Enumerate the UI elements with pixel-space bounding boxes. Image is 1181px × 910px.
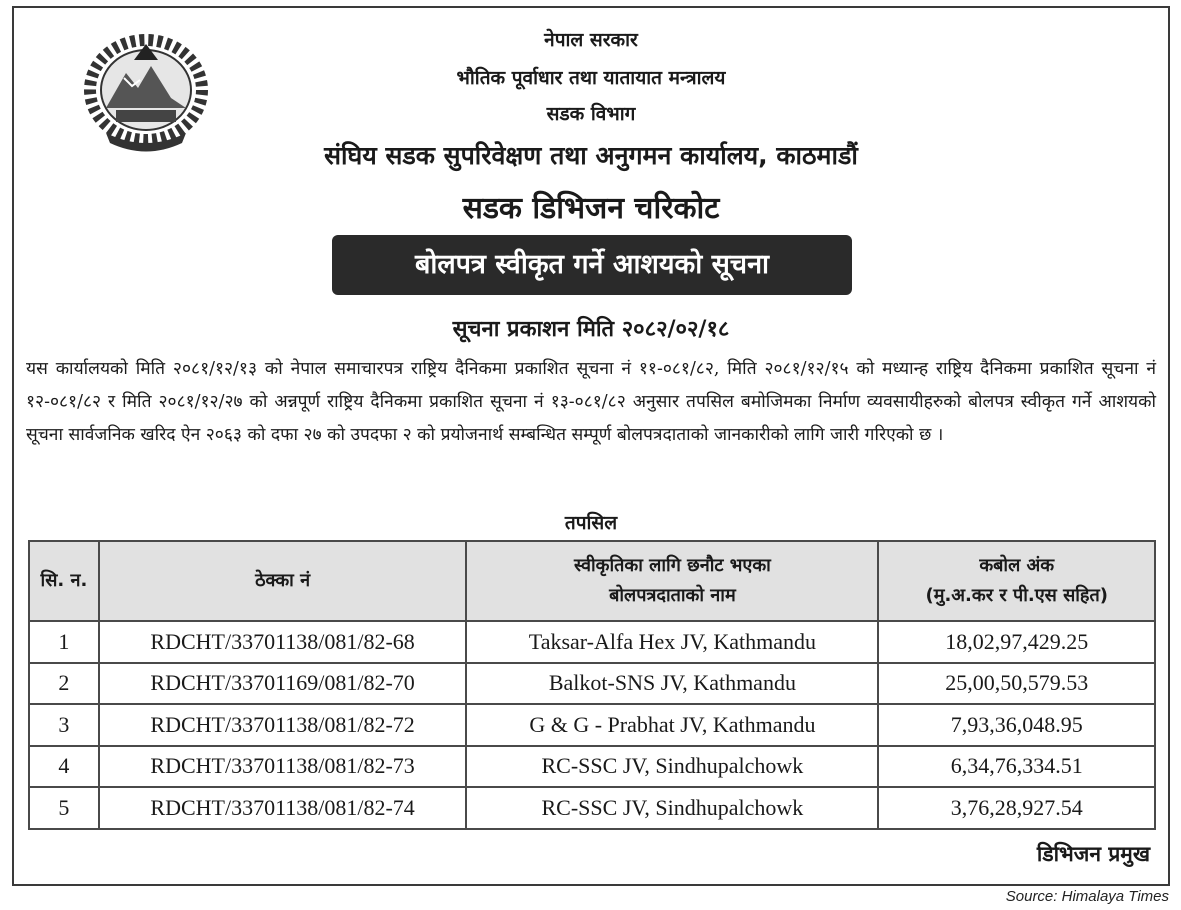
cell-contract-no: RDCHT/33701138/081/82-72 — [99, 704, 467, 746]
cell-bidder-name: G & G - Prabhat JV, Kathmandu — [466, 704, 878, 746]
table-row — [29, 746, 1155, 788]
notice-frame — [12, 6, 1170, 886]
cell-bidder-name: RC-SSC JV, Sindhupalchowk — [466, 746, 878, 788]
cell-bidder-name: Taksar-Alfa Hex JV, Kathmandu — [466, 621, 878, 663]
cell-contract-no: RDCHT/33701138/081/82-68 — [99, 621, 467, 663]
column-header-sn: सि. न. — [29, 541, 99, 621]
cell-sn: 1 — [29, 621, 99, 663]
division-name: सडक डिभिजन चरिकोट — [462, 191, 720, 226]
column-header-bid-amount: कबोल अंक (मु.अ.कर र पी.एस सहित) — [878, 541, 1155, 621]
cell-contract-no: RDCHT/33701169/081/82-70 — [99, 663, 467, 705]
ministry-name: भौतिक पूर्वाधार तथा यातायात मन्त्रालय — [456, 67, 726, 89]
table-header-row — [29, 541, 1155, 621]
cell-contract-no: RDCHT/33701138/081/82-74 — [99, 787, 467, 829]
column-header-contract-no: ठेक्का नं — [99, 541, 467, 621]
signoff-division-chief: डिभिजन प्रमुख — [1036, 842, 1150, 866]
notice-title-banner: बोलपत्र स्वीकृत गर्ने आशयको सूचना — [332, 235, 852, 295]
source-credit: Source: Himalaya Times — [1005, 888, 1169, 905]
cell-bidder-name: Balkot-SNS JV, Kathmandu — [466, 663, 878, 705]
government-name: नेपाल सरकार — [544, 29, 638, 51]
cell-bid-amount: 6,34,76,334.51 — [878, 746, 1155, 788]
cell-bid-amount: 18,02,97,429.25 — [878, 621, 1155, 663]
table-row — [29, 704, 1155, 746]
table-row — [29, 621, 1155, 663]
awarded-bids-table — [28, 540, 1156, 830]
cell-bid-amount: 3,76,28,927.54 — [878, 787, 1155, 829]
cell-sn: 4 — [29, 746, 99, 788]
department-name: सडक विभाग — [546, 103, 636, 125]
table-heading: तपसिल — [564, 512, 618, 534]
notice-body: यस कार्यालयको मिति २०८१/१२/१३ को नेपाल समाचारपत्र राष्ट्रिय दैनिकमा प्रकाशित सूचना नं ११-०८१/८२, मिति २०८१/१२/१५ को मध्यान्ह राष्ट्रिय दैनिकमा प्रकाशित सूचना नं १२-०८१/८२ र मिति २०८१/१२/२७ को अन्नपूर्ण राष्ट्रिय दैनिकमा प्रकाशित सूचना नं १३-०८१/८२ अनुसार तपसिल बमोजिमका निर्माण व्यवसायीहरुको बोलपत्र स्वीकृत गर्ने आशयको सूचना सार्वजनिक खरिद ऐन २०६३ को दफा २७ को उपदफा २ को प्रयोजनार्थ सम्बन्धित सम्पूर्ण बोलपत्रदाताको जानकारीको लागि जारी गरिएको छ । — [26, 359, 1156, 445]
cell-sn: 3 — [29, 704, 99, 746]
cell-bid-amount: 7,93,36,048.95 — [878, 704, 1155, 746]
column-header-bidder-name: स्वीकृतिका लागि छनौट भएका बोलपत्रदाताको नाम — [466, 541, 878, 621]
cell-sn: 2 — [29, 663, 99, 705]
publication-date: सूचना प्रकाशन मिति २०८२/०२/१८ — [452, 317, 730, 342]
cell-contract-no: RDCHT/33701138/081/82-73 — [99, 746, 467, 788]
cell-bidder-name: RC-SSC JV, Sindhupalchowk — [466, 787, 878, 829]
office-name: संघिय सडक सुपरिवेक्षण तथा अनुगमन कार्यालय, काठमाडौं — [324, 141, 858, 170]
cell-sn: 5 — [29, 787, 99, 829]
table-row — [29, 787, 1155, 829]
table-row — [29, 663, 1155, 705]
cell-bid-amount: 25,00,50,579.53 — [878, 663, 1155, 705]
